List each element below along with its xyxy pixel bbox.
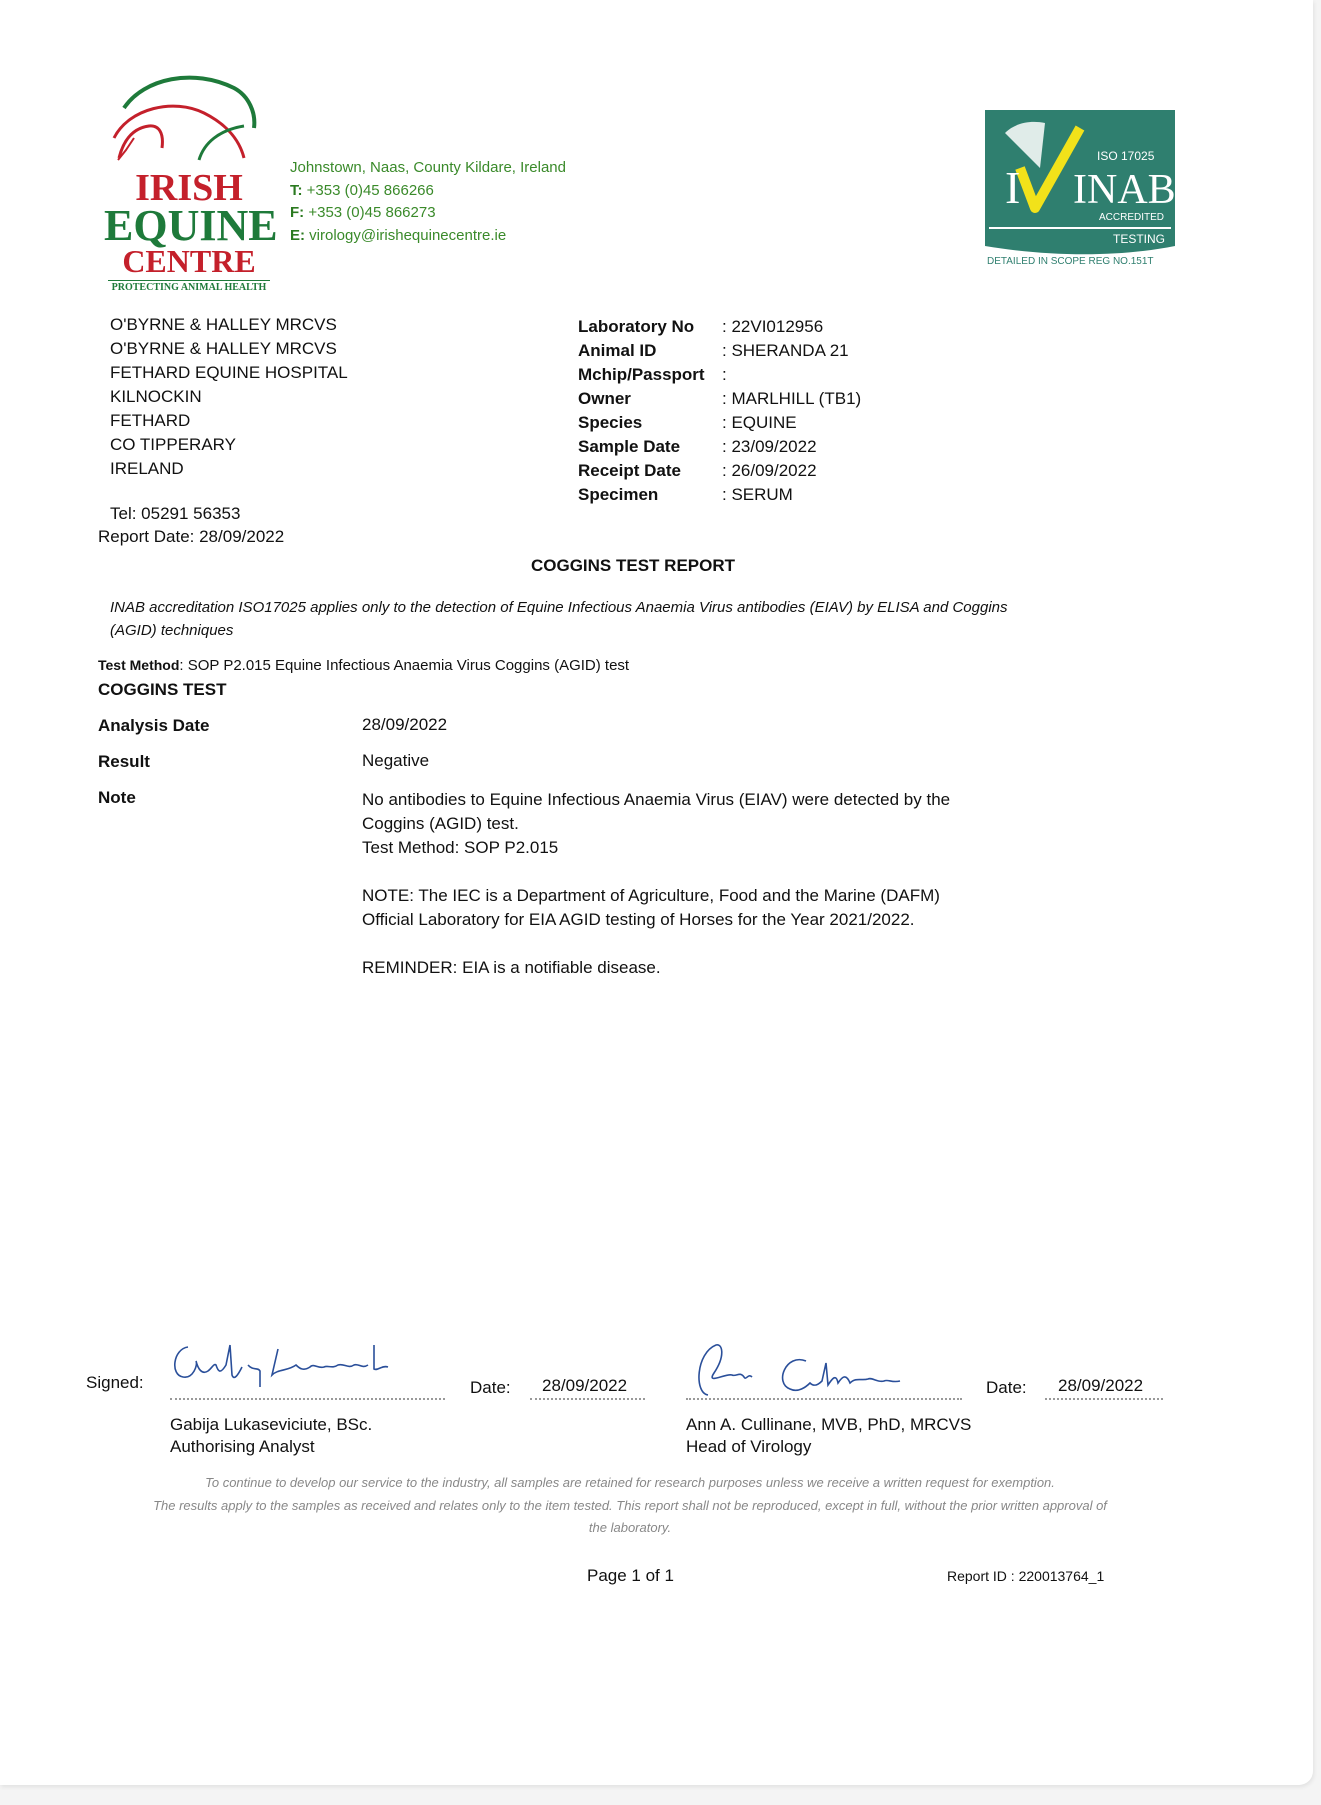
sample-key: Mchip/Passport (578, 365, 705, 384)
logo-tagline: PROTECTING ANIMAL HEALTH (111, 282, 267, 293)
scope-label: DETAILED IN SCOPE REG NO.151T (987, 256, 1154, 267)
fax-label: F: (290, 204, 305, 221)
sample-value: : EQUINE (722, 413, 797, 432)
testing-label: TESTING (1113, 232, 1166, 246)
sample-value: : 26/09/2022 (722, 461, 817, 480)
sample-row (578, 363, 861, 387)
address-line: Johnstown, Naas, County Kildare, Ireland (290, 159, 566, 176)
note-test-method: Test Method: SOP P2.015 (362, 838, 559, 857)
address-line: KILNOCKIN (110, 387, 202, 406)
head-date-line (1045, 1398, 1163, 1400)
head-block (686, 1414, 971, 1458)
sample-value: : 22VI012956 (722, 317, 824, 336)
accredited-label: ACCREDITED (1099, 212, 1165, 223)
sample-row (578, 339, 861, 363)
sample-value: : SHERANDA 21 (722, 341, 849, 360)
email-address: virology@irishequinecentre.ie (305, 226, 507, 244)
sample-details-table (578, 315, 861, 507)
email-label: E: (290, 226, 305, 244)
analyst-block (170, 1414, 372, 1458)
sample-key: Receipt Date (578, 461, 681, 480)
note-reminder: REMINDER: EIA is a notifiable disease. (362, 958, 661, 977)
head-signature-line (686, 1398, 962, 1400)
analyst-name: Gabija Lukaseviciute, BSc. (170, 1415, 373, 1434)
sample-value: : (722, 365, 727, 384)
head-date-value: 28/09/2022 (1058, 1376, 1144, 1395)
address-line: O'BYRNE & HALLEY MRCVS (110, 339, 337, 358)
note-body (362, 788, 982, 1004)
analyst-title: Authorising Analyst (170, 1437, 315, 1456)
sample-key: Animal ID (578, 341, 657, 360)
signed-label: Signed: (86, 1373, 144, 1392)
note-dafm: NOTE: The IEC is a Department of Agriculture, Food and the Marine (DAFM) Official Laboratory for EIA AGID testing of Horses for the Year 2021/2022. (362, 886, 940, 929)
inab-accreditation-badge (985, 108, 1175, 273)
recipient-address (110, 313, 348, 481)
section-heading: COGGINS TEST (98, 680, 227, 699)
sample-key: Sample Date (578, 437, 681, 456)
analyst-signature-icon (168, 1335, 408, 1395)
svg-text:I: I (1005, 162, 1021, 213)
analyst-date-value: 28/09/2022 (542, 1376, 628, 1395)
analysis-date-label: Analysis Date (98, 716, 210, 735)
inab-logo-icon (985, 108, 1175, 273)
head-title: Head of Virology (686, 1437, 812, 1456)
report-date: Report Date: 28/09/2022 (98, 527, 285, 546)
sample-row (578, 435, 861, 459)
address-line: O'BYRNE & HALLEY MRCVS (110, 315, 337, 334)
head-name: Ann A. Cullinane, MVB, PhD, MRCVS (686, 1415, 972, 1434)
note-text: No antibodies to Equine Infectious Anaemia Virus (EIAV) were detected by the Coggins (AGID) test. (362, 790, 951, 833)
sample-value: : 23/09/2022 (722, 437, 817, 456)
report-title: COGGINS TEST REPORT (530, 556, 736, 575)
report-id: Report ID : 220013764_1 (947, 1568, 1105, 1584)
address-line: CO TIPPERARY (110, 435, 236, 454)
iso-label: ISO 17025 (1097, 149, 1155, 163)
horse-logo-icon (104, 68, 274, 163)
address-line: FETHARD EQUINE HOSPITAL (110, 363, 348, 382)
recipient-tel: Tel: 05291 56353 (110, 504, 241, 523)
result-value: Negative (362, 751, 430, 770)
test-method-line (98, 657, 629, 674)
head-date-label: Date: (986, 1378, 1027, 1397)
test-method-label: Test Method (98, 657, 180, 673)
address-line: IRELAND (110, 459, 184, 478)
page-number: Page 1 of 1 (587, 1566, 674, 1585)
sample-key: Laboratory No (578, 317, 695, 336)
retention-note: To continue to develop our service to the industry, all samples are retained for research purposes unless we receive a written request for exemption. (205, 1475, 1055, 1490)
sample-key: Specimen (578, 485, 659, 504)
sample-value: : SERUM (722, 485, 793, 504)
irish-equine-centre-logo (104, 68, 278, 293)
sample-row (578, 411, 861, 435)
address-line: FETHARD (110, 411, 191, 430)
phone-number: +353 (0)45 866266 (302, 181, 434, 199)
sample-row (578, 315, 861, 339)
accreditation-note: INAB accreditation ISO17025 applies only to the detection of Equine Infectious Anaemia Virus antibodies (EIAV) by ELISA and Coggins (AGID) techniques (110, 599, 1008, 639)
contact-block (290, 157, 566, 247)
head-signature-icon (686, 1333, 926, 1403)
phone-label: T: (290, 181, 303, 199)
sample-row (578, 483, 861, 507)
test-method-value: : SOP P2.015 Equine Infectious Anaemia Virus Coggins (AGID) test (179, 657, 630, 674)
logo-name-line3: CENTRE (122, 243, 256, 279)
inab-wordmark: INAB (1073, 167, 1175, 213)
sample-key: Species (578, 413, 643, 432)
sample-row (578, 387, 861, 411)
analysis-date-value: 28/09/2022 (362, 715, 448, 734)
analyst-signature-line (170, 1398, 445, 1400)
disclaimer-note: The results apply to the samples as received and relates only to the item tested. This report shall not be reproduced, except in full, without the prior written approval of the laboratory. (153, 1498, 1107, 1535)
fax-number: +353 (0)45 866273 (304, 204, 436, 221)
result-label: Result (98, 752, 150, 771)
sample-row (578, 459, 861, 483)
sample-key: Owner (578, 389, 631, 408)
sample-value: : MARLHILL (TB1) (722, 389, 862, 408)
analyst-date-label: Date: (470, 1378, 511, 1397)
logo-name-line2: EQUINE (104, 201, 278, 250)
analyst-date-line (530, 1398, 645, 1400)
logo-name-line1: IRISH (135, 167, 243, 209)
note-label: Note (98, 788, 136, 807)
